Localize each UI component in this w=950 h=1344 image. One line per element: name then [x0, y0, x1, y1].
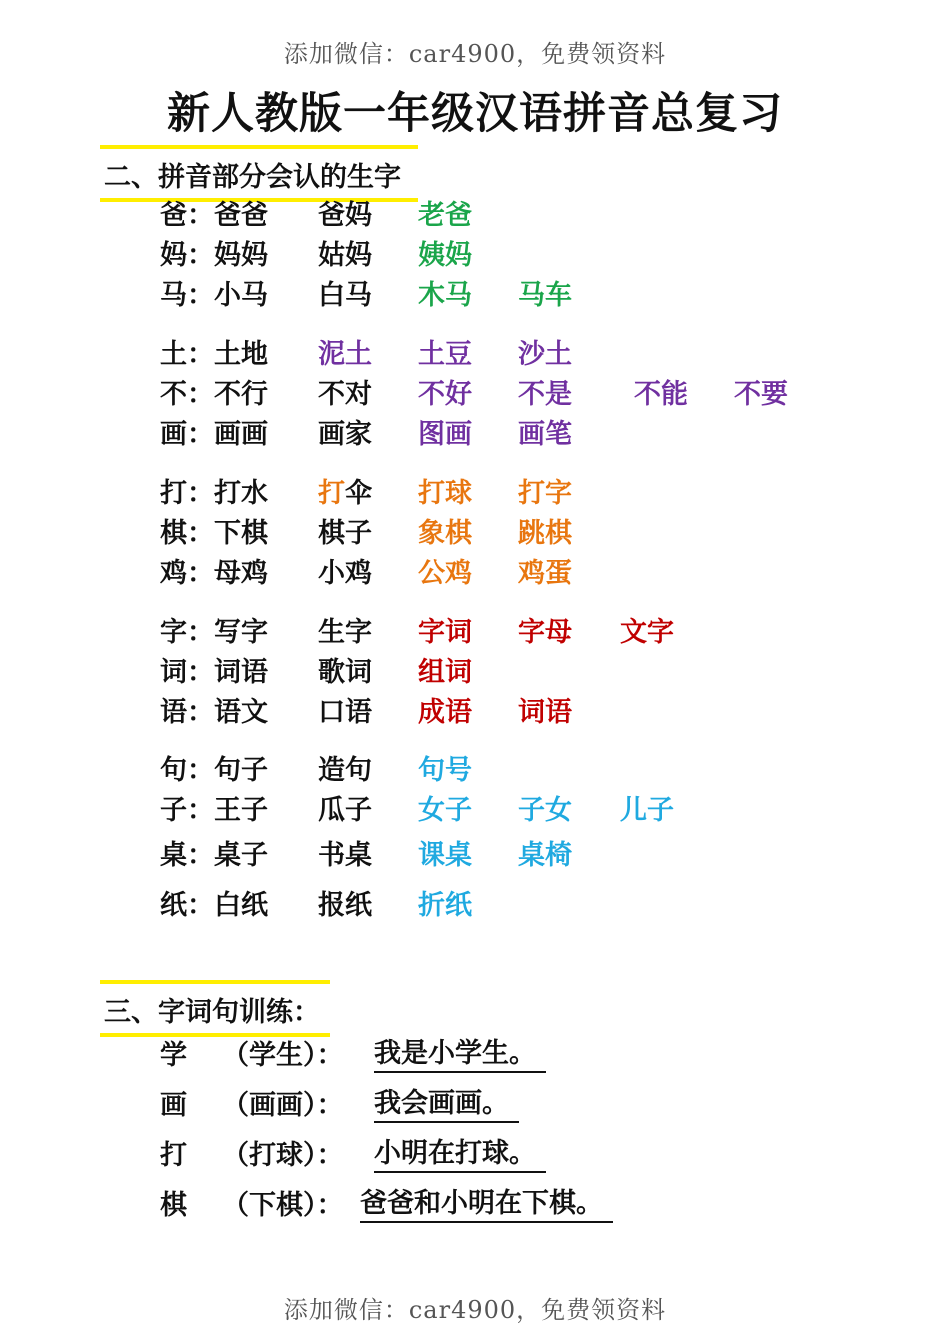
word: 沙土	[518, 339, 572, 370]
char-entry: 词：词语	[160, 657, 268, 688]
word: 跳棋	[518, 518, 572, 549]
word: 姨妈	[418, 240, 472, 271]
drill-char: 棋	[160, 1190, 187, 1221]
char-entry: 画：画画	[160, 419, 268, 450]
drill-sentence: 我是小学生。	[374, 1037, 546, 1073]
drill-word: （打球）：	[222, 1140, 344, 1171]
word: 折纸	[418, 890, 472, 921]
watermark-bottom: 添加微信：car4900，免费领资料	[283, 1296, 667, 1324]
char-entry: 棋：下棋	[160, 518, 268, 549]
word: 不能	[634, 379, 688, 410]
word: 组词	[418, 657, 472, 688]
drill-word: （画画）：	[222, 1090, 344, 1121]
word: 生字	[318, 617, 372, 648]
char-entry: 爸：爸爸	[160, 200, 268, 231]
word: 字母	[518, 617, 572, 648]
drill-word: （下棋）：	[222, 1190, 344, 1221]
word: 课桌	[418, 840, 472, 871]
drill-sentence: 爸爸和小明在下棋。	[360, 1187, 613, 1223]
drill-word: （学生）：	[222, 1040, 344, 1071]
drill-sentence: 小明在打球。	[374, 1137, 546, 1173]
char-entry: 桌：桌子	[160, 840, 268, 871]
word: 象棋	[418, 518, 472, 549]
char-entry: 妈：妈妈	[160, 240, 268, 271]
word: 子女	[518, 795, 572, 826]
word: 老爸	[418, 200, 472, 231]
word: 女子	[418, 795, 472, 826]
word: 姑妈	[318, 240, 372, 271]
char-entry: 土：土地	[160, 339, 268, 370]
word: 公鸡	[418, 558, 472, 589]
char-entry: 马：小马	[160, 280, 268, 311]
word: 不是	[518, 379, 572, 410]
section-heading-text: 二、拼音部分会认的生字	[104, 162, 401, 193]
word: 词语	[518, 697, 572, 728]
section-heading-drills	[104, 990, 320, 1029]
watermark-top: 添加微信：car4900，免费领资料	[283, 40, 667, 68]
word-part: 伞	[345, 478, 372, 509]
word: 不对	[318, 379, 372, 410]
word: 瓜子	[318, 795, 372, 826]
word: 画笔	[518, 419, 572, 450]
word: 不要	[734, 379, 788, 410]
word: 口语	[318, 697, 372, 728]
char-entry: 句：句子	[160, 755, 268, 786]
word: 成语	[418, 697, 472, 728]
section-heading-characters	[104, 155, 401, 194]
word: 歌词	[318, 657, 372, 688]
char-entry: 子：王子	[160, 795, 268, 826]
char-entry: 语：语文	[160, 697, 268, 728]
word: 报纸	[318, 890, 372, 921]
drill-sentence: 我会画画。	[374, 1087, 519, 1123]
highlight-bar	[100, 145, 418, 149]
word: 泥土	[318, 339, 372, 370]
section-heading-text: 三、字词句训练：	[104, 997, 320, 1028]
word: 马车	[518, 280, 572, 311]
drill-char: 画	[160, 1090, 187, 1121]
word: 造句	[318, 755, 372, 786]
word: 书桌	[318, 840, 372, 871]
char-entry: 不：不行	[160, 379, 268, 410]
word: 不好	[418, 379, 472, 410]
word: 桌椅	[518, 840, 572, 871]
char-entry: 字：写字	[160, 617, 268, 648]
word	[318, 476, 372, 512]
word: 图画	[418, 419, 472, 450]
word: 爸妈	[318, 200, 372, 231]
word: 鸡蛋	[518, 558, 572, 589]
word: 画家	[318, 419, 372, 450]
char-entry: 鸡：母鸡	[160, 558, 268, 589]
word: 字词	[418, 617, 472, 648]
word: 棋子	[318, 518, 372, 549]
word: 白马	[318, 280, 372, 311]
word-part: 打	[318, 478, 345, 509]
drill-char: 学	[160, 1040, 187, 1071]
word: 打字	[518, 478, 572, 509]
word: 儿子	[620, 795, 674, 826]
word: 小鸡	[318, 558, 372, 589]
char-entry: 打：打水	[160, 478, 268, 509]
word: 土豆	[418, 339, 472, 370]
word: 打球	[418, 478, 472, 509]
drill-char: 打	[160, 1140, 187, 1171]
char-entry: 纸：白纸	[160, 890, 268, 921]
word: 木马	[418, 280, 472, 311]
highlight-bar	[100, 980, 330, 984]
word: 文字	[620, 617, 674, 648]
word: 句号	[418, 755, 472, 786]
page-title: 新人教版一年级汉语拼音总复习	[167, 89, 783, 139]
